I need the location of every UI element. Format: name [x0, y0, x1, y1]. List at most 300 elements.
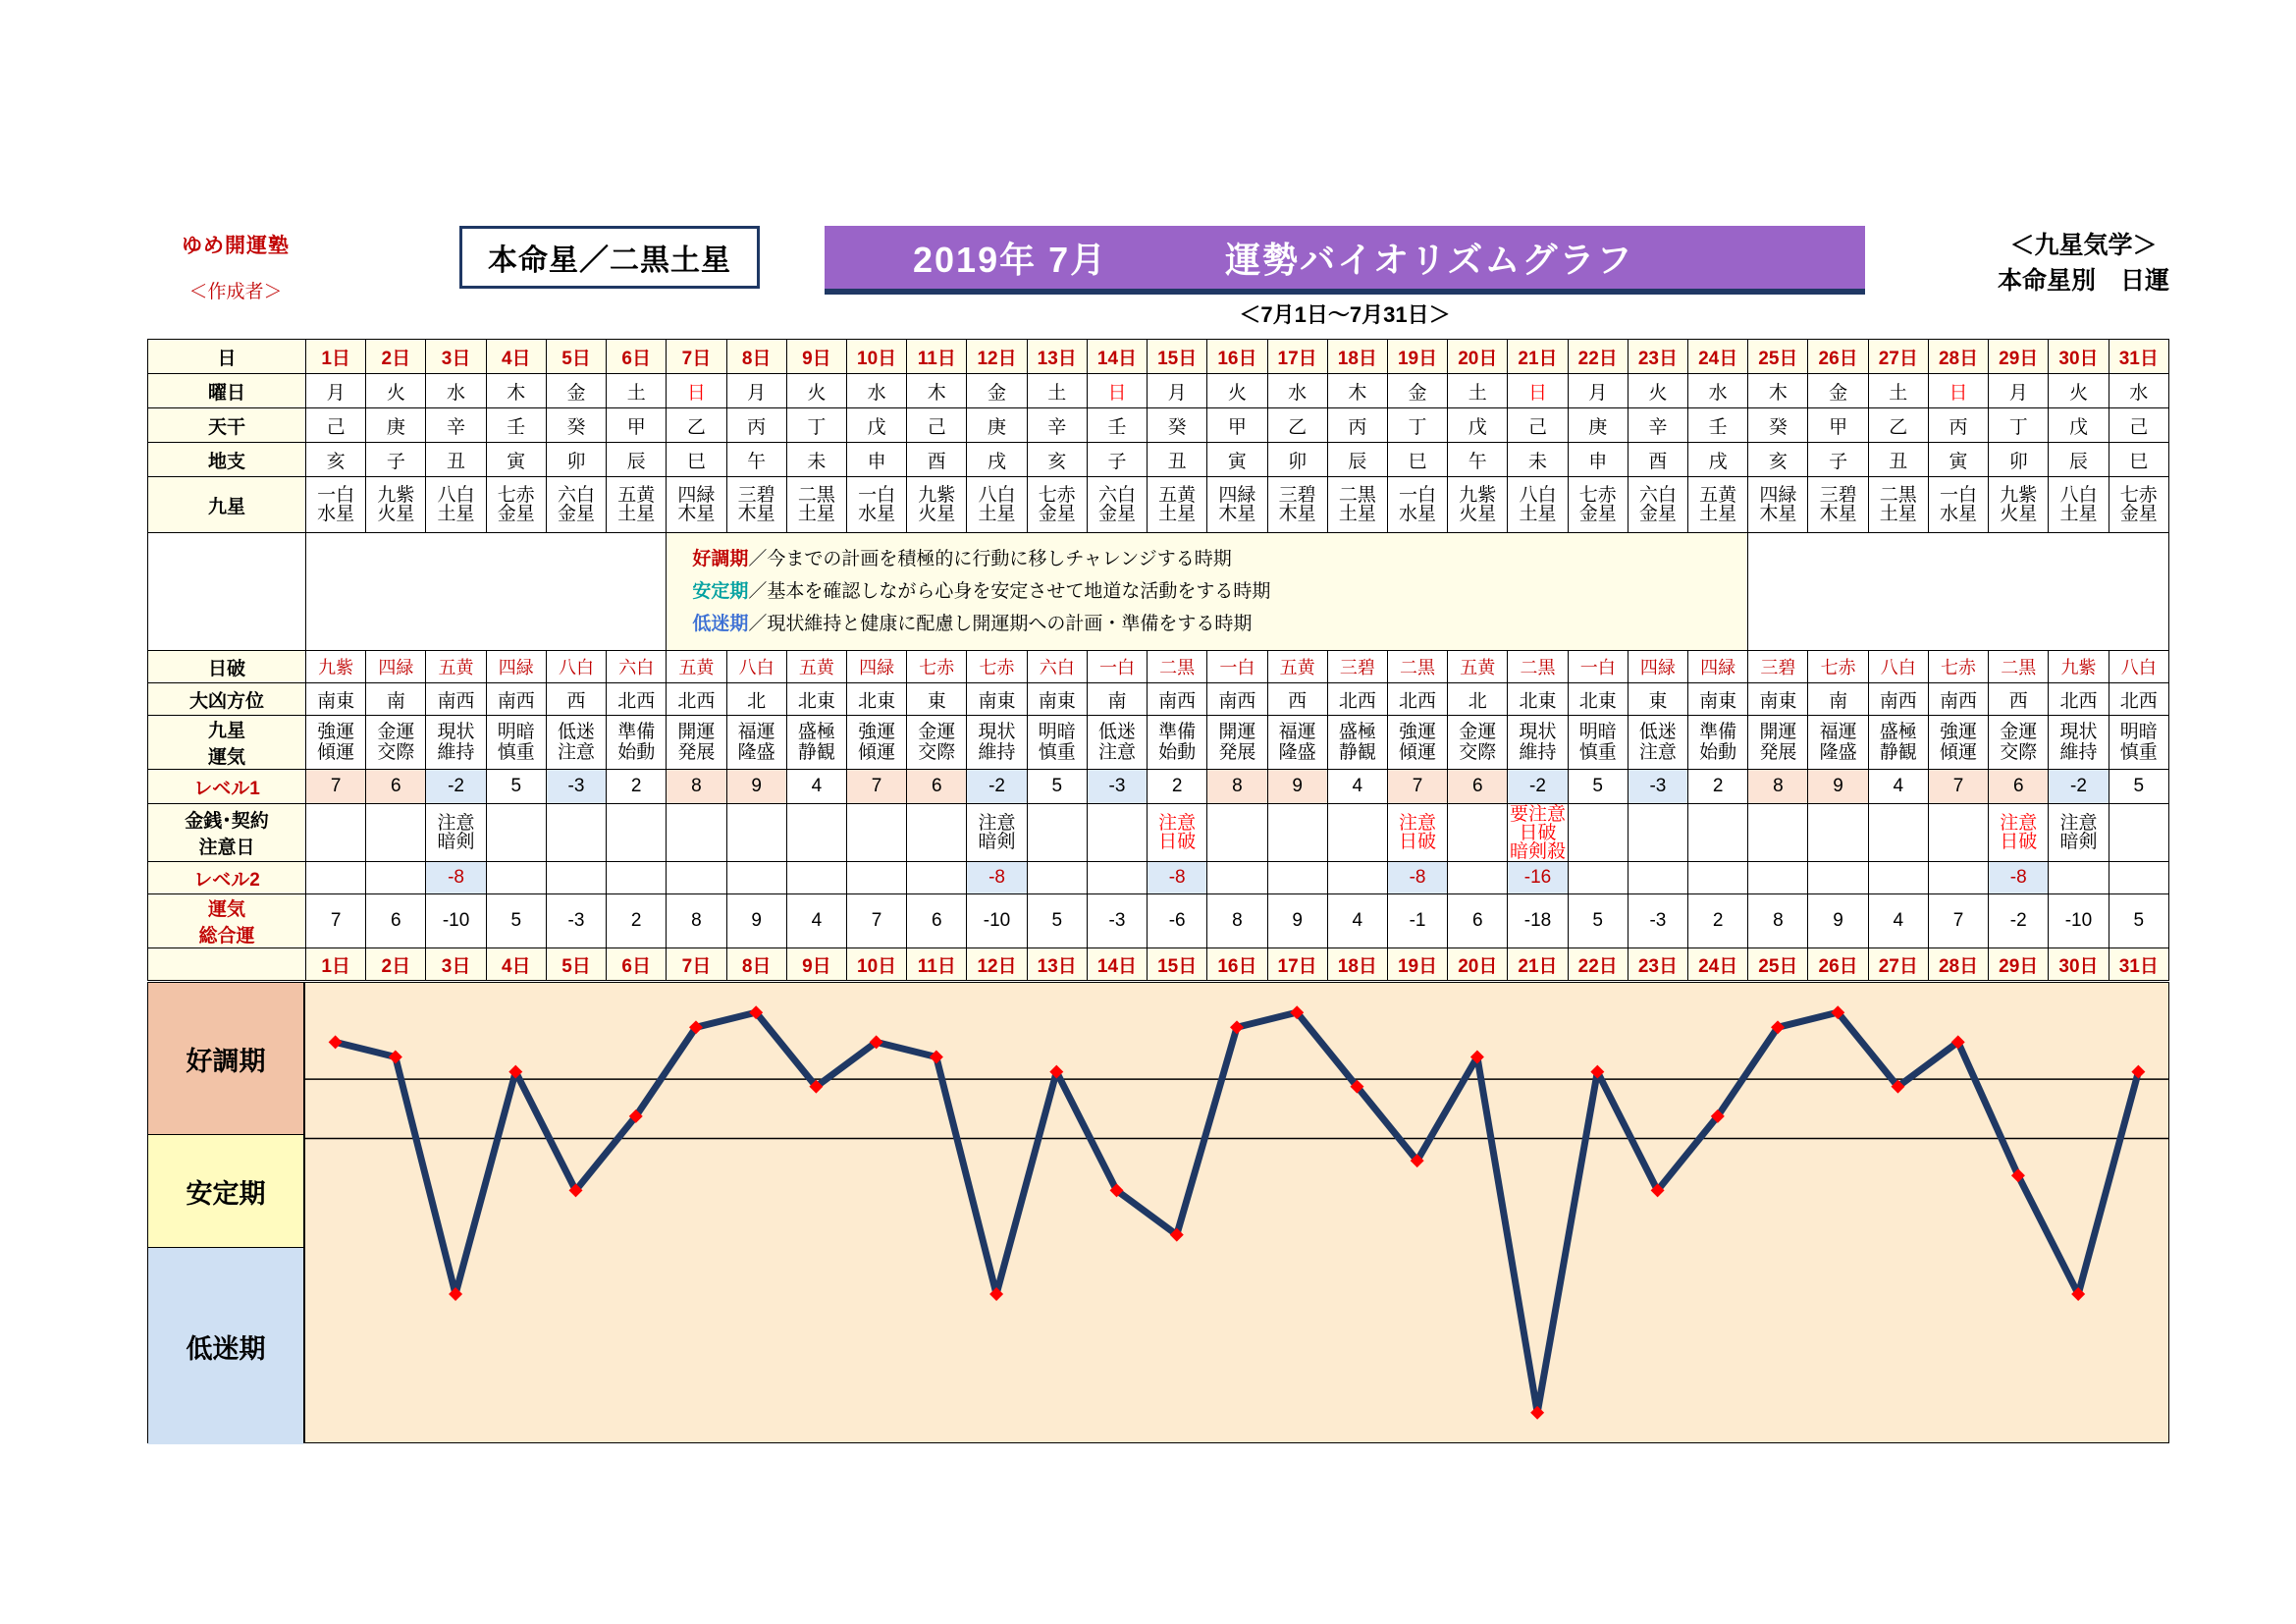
data-point [2131, 1065, 2145, 1079]
money-note-cell [667, 804, 726, 862]
day-header-cell: 27日 [1868, 340, 1928, 374]
total-cell: 8 [1207, 894, 1267, 948]
tenkan-cell: 丁 [786, 408, 846, 443]
day-header-cell: 2日 [366, 340, 426, 374]
kyusei-cell: 四緑 木星 [1748, 477, 1808, 533]
weekday-cell: 火 [786, 374, 846, 408]
row-nippa-label: 日破 [148, 651, 306, 683]
level2-cell [1327, 862, 1387, 894]
daikyo-cell: 南西 [1928, 683, 1988, 716]
nippa-cell: 二黒 [1387, 651, 1447, 683]
nippa-cell: 四緑 [1628, 651, 1687, 683]
date-range: ＜7月1日～7月31日＞ [1239, 302, 1451, 327]
chishi-cell: 辰 [1327, 443, 1387, 477]
level1-cell: 6 [1989, 770, 2049, 804]
money-note-cell [486, 804, 546, 862]
nippa-cell: 七赤 [1928, 651, 1988, 683]
day-footer-cell: 3日 [426, 948, 486, 981]
chishi-cell: 寅 [1207, 443, 1267, 477]
daikyo-cell: 北 [1448, 683, 1508, 716]
chishi-cell: 戌 [1688, 443, 1748, 477]
weekday-cell: 木 [1748, 374, 1808, 408]
day-header-cell: 1日 [306, 340, 366, 374]
chishi-cell: 卯 [1267, 443, 1327, 477]
weekday-cell: 火 [1207, 374, 1267, 408]
weekday-cell: 水 [1267, 374, 1327, 408]
chishi-cell: 亥 [306, 443, 366, 477]
day-footer-cell: 13日 [1027, 948, 1087, 981]
brand-name: ゆめ開運塾 [182, 235, 290, 257]
level2-cell [1568, 862, 1628, 894]
level1-cell: -3 [546, 770, 606, 804]
day-footer-cell: 7日 [667, 948, 726, 981]
total-cell: 7 [306, 894, 366, 948]
weekday-cell: 木 [907, 374, 967, 408]
daikyo-cell: 北西 [2109, 683, 2168, 716]
money-note-cell [1087, 804, 1147, 862]
kyusei-unki-cell: 低迷 注意 [1628, 716, 1687, 770]
nippa-cell: 五黄 [1267, 651, 1327, 683]
weekday-cell: 火 [366, 374, 426, 408]
level1-cell: -2 [967, 770, 1027, 804]
chishi-cell: 丑 [1868, 443, 1928, 477]
tenkan-cell: 己 [2109, 408, 2168, 443]
total-cell: -3 [1628, 894, 1687, 948]
chishi-cell: 亥 [1748, 443, 1808, 477]
total-cell: 6 [907, 894, 967, 948]
money-note-cell [1748, 804, 1808, 862]
weekday-cell: 金 [967, 374, 1027, 408]
row-nippa [148, 651, 2169, 683]
kyusei-unki-cell: 現状 維持 [426, 716, 486, 770]
daikyo-cell: 北東 [846, 683, 906, 716]
kyusei-unki-cell: 福運 隆盛 [726, 716, 786, 770]
day-header-cell: 12日 [967, 340, 1027, 374]
day-header-cell: 30日 [2049, 340, 2109, 374]
money-note-cell [306, 804, 366, 862]
kyusei-cell: 七赤 金星 [1568, 477, 1628, 533]
day-header-cell: 28日 [1928, 340, 1988, 374]
chishi-cell: 午 [1448, 443, 1508, 477]
row-day [148, 340, 2169, 374]
chishi-cell: 酉 [907, 443, 967, 477]
total-cell: 7 [846, 894, 906, 948]
tenkan-cell: 戊 [1448, 408, 1508, 443]
nippa-cell: 二黒 [1148, 651, 1207, 683]
money-note-cell [1928, 804, 1988, 862]
nippa-cell: 四緑 [846, 651, 906, 683]
daikyo-cell: 南 [366, 683, 426, 716]
weekday-cell: 火 [2049, 374, 2109, 408]
money-note-cell [1568, 804, 1628, 862]
day-footer-cell: 4日 [486, 948, 546, 981]
level1-cell: 2 [1148, 770, 1207, 804]
chishi-cell: 巳 [1387, 443, 1447, 477]
category-note-top: ＜九星気学＞ [2009, 232, 2158, 259]
total-cell: -6 [1148, 894, 1207, 948]
kyusei-unki-cell: 金運 交際 [366, 716, 426, 770]
tenkan-cell: 戊 [2049, 408, 2109, 443]
total-cell: 6 [366, 894, 426, 948]
legend-spacer-right [1748, 533, 2169, 651]
level1-cell: -2 [426, 770, 486, 804]
weekday-cell: 土 [1868, 374, 1928, 408]
kyusei-cell: 一白 水星 [1387, 477, 1447, 533]
nippa-cell: 一白 [1568, 651, 1628, 683]
level1-cell: 8 [1748, 770, 1808, 804]
nippa-cell: 二黒 [1508, 651, 1568, 683]
nippa-cell: 八白 [726, 651, 786, 683]
nippa-cell: 四緑 [366, 651, 426, 683]
level1-cell: 2 [1688, 770, 1748, 804]
day-footer-cell: 8日 [726, 948, 786, 981]
title-bar [825, 226, 1865, 295]
day-header-cell: 31日 [2109, 340, 2168, 374]
row-kyusei-unki [148, 716, 2169, 770]
level2-cell: -8 [1148, 862, 1207, 894]
row-level2 [148, 862, 2169, 894]
data-point [1530, 1406, 1544, 1420]
day-header-cell: 22日 [1568, 340, 1628, 374]
daikyo-cell: 北西 [1387, 683, 1447, 716]
chishi-cell: 巳 [2109, 443, 2168, 477]
total-cell: -3 [546, 894, 606, 948]
level1-cell: 9 [1267, 770, 1327, 804]
kyusei-unki-cell: 金運 交際 [907, 716, 967, 770]
money-note-cell [1327, 804, 1387, 862]
chishi-cell: 辰 [2049, 443, 2109, 477]
chishi-cell: 戌 [967, 443, 1027, 477]
daikyo-cell: 北東 [1568, 683, 1628, 716]
honmei-star-box: 本命星／二黒土星 [459, 226, 760, 289]
daikyo-cell: 南西 [1148, 683, 1207, 716]
total-cell: 5 [2109, 894, 2168, 948]
level1-cell: 5 [2109, 770, 2168, 804]
category-note [1998, 228, 2169, 298]
row-legend [148, 533, 2169, 651]
total-cell: 2 [1688, 894, 1748, 948]
row-tenkan-label: 天干 [148, 408, 306, 443]
row-daikyo-label: 大凶方位 [148, 683, 306, 716]
day-footer-cell: 22日 [1568, 948, 1628, 981]
tenkan-cell: 丙 [1327, 408, 1387, 443]
day-footer-cell: 10日 [846, 948, 906, 981]
level2-cell [1087, 862, 1147, 894]
level1-cell: 4 [1868, 770, 1928, 804]
weekday-cell: 水 [1688, 374, 1748, 408]
kyusei-unki-cell: 開運 発展 [1748, 716, 1808, 770]
day-footer-cell: 2日 [366, 948, 426, 981]
money-note-cell [1267, 804, 1327, 862]
chishi-cell: 亥 [1027, 443, 1087, 477]
chishi-cell: 寅 [486, 443, 546, 477]
page-header [147, 226, 2169, 327]
nippa-cell: 四緑 [1688, 651, 1748, 683]
level1-cell: 2 [607, 770, 667, 804]
daikyo-cell: 北西 [1327, 683, 1387, 716]
kyusei-cell: 三碧 木星 [1808, 477, 1868, 533]
total-cell: 9 [1808, 894, 1868, 948]
kyusei-cell: 六白 金星 [546, 477, 606, 533]
kyusei-unki-cell: 盛極 静観 [1868, 716, 1928, 770]
level1-cell: 8 [667, 770, 726, 804]
money-note-cell [2109, 804, 2168, 862]
tenkan-cell: 癸 [546, 408, 606, 443]
legend-spacer-left [306, 533, 667, 651]
day-footer-cell: 26日 [1808, 948, 1868, 981]
level2-cell [1207, 862, 1267, 894]
day-footer-cell: 5日 [546, 948, 606, 981]
day-footer-cell: 29日 [1989, 948, 2049, 981]
weekday-cell: 月 [1148, 374, 1207, 408]
day-header-cell: 19日 [1387, 340, 1447, 374]
kyusei-unki-cell: 強運 傾運 [1928, 716, 1988, 770]
chishi-cell: 子 [366, 443, 426, 477]
biorhythm-chart [147, 982, 2169, 1443]
row-daikyo [148, 683, 2169, 716]
daikyo-cell: 南東 [1688, 683, 1748, 716]
day-header-cell: 14日 [1087, 340, 1147, 374]
level2-cell [486, 862, 546, 894]
day-header-cell: 16日 [1207, 340, 1267, 374]
page-title: 運勢バイオリズムグラフ [1225, 239, 1634, 280]
daikyo-cell: 西 [546, 683, 606, 716]
chishi-cell: 卯 [546, 443, 606, 477]
tenkan-cell: 壬 [1688, 408, 1748, 443]
nippa-cell: 三碧 [1327, 651, 1387, 683]
day-header-cell: 7日 [667, 340, 726, 374]
kyusei-cell: 九紫 火星 [1448, 477, 1508, 533]
total-cell: 9 [726, 894, 786, 948]
level1-cell: 5 [486, 770, 546, 804]
money-note-cell [1207, 804, 1267, 862]
tenkan-cell: 己 [907, 408, 967, 443]
nippa-cell: 九紫 [306, 651, 366, 683]
weekday-cell: 月 [1568, 374, 1628, 408]
level1-cell: 7 [1928, 770, 1988, 804]
kyusei-cell: 三碧 木星 [726, 477, 786, 533]
tenkan-cell: 甲 [607, 408, 667, 443]
kyusei-cell: 八白 土星 [426, 477, 486, 533]
level1-cell: 5 [1568, 770, 1628, 804]
row-level1 [148, 770, 2169, 804]
total-cell: -1 [1387, 894, 1447, 948]
day-header-cell: 5日 [546, 340, 606, 374]
kyusei-unki-cell: 低迷 注意 [546, 716, 606, 770]
level2-cell [907, 862, 967, 894]
money-note-cell [1027, 804, 1087, 862]
weekday-cell: 土 [607, 374, 667, 408]
daikyo-cell: 南 [1087, 683, 1147, 716]
nippa-cell: 九紫 [2049, 651, 2109, 683]
level1-cell: -2 [1508, 770, 1568, 804]
daikyo-cell: 北西 [667, 683, 726, 716]
level1-cell: 6 [366, 770, 426, 804]
level1-cell: 9 [1808, 770, 1868, 804]
year-month: 2019年 7月 [913, 239, 1108, 280]
total-cell: 8 [667, 894, 726, 948]
money-note-cell [366, 804, 426, 862]
kyusei-cell: 九紫 火星 [366, 477, 426, 533]
level2-cell [1688, 862, 1748, 894]
weekday-cell: 土 [1027, 374, 1087, 408]
daikyo-cell: 北東 [786, 683, 846, 716]
daikyo-cell: 南東 [967, 683, 1027, 716]
day-footer-cell: 11日 [907, 948, 967, 981]
kyusei-unki-cell: 強運 傾運 [846, 716, 906, 770]
nippa-cell: 八白 [546, 651, 606, 683]
tenkan-cell: 甲 [1207, 408, 1267, 443]
kyusei-unki-cell: 準備 始動 [1688, 716, 1748, 770]
total-cell: 5 [1027, 894, 1087, 948]
day-header-cell: 15日 [1148, 340, 1207, 374]
level1-cell: 8 [1207, 770, 1267, 804]
nippa-cell: 四緑 [486, 651, 546, 683]
day-footer-cell: 24日 [1688, 948, 1748, 981]
nippa-cell: 七赤 [1808, 651, 1868, 683]
chishi-cell: 子 [1808, 443, 1868, 477]
day-footer-cell: 19日 [1387, 948, 1447, 981]
tenkan-cell: 戊 [846, 408, 906, 443]
kyusei-cell: 二黒 土星 [1868, 477, 1928, 533]
tenkan-cell: 甲 [1808, 408, 1868, 443]
kyusei-cell: 五黄 土星 [1688, 477, 1748, 533]
level2-cell [2109, 862, 2168, 894]
day-header-cell: 18日 [1327, 340, 1387, 374]
level1-cell: 7 [1387, 770, 1447, 804]
money-note-cell: 注意 日破 [1148, 804, 1207, 862]
kyusei-cell: 三碧 木星 [1267, 477, 1327, 533]
money-note-cell [546, 804, 606, 862]
level2-cell: -8 [967, 862, 1027, 894]
level2-cell [1928, 862, 1988, 894]
money-note-cell [846, 804, 906, 862]
tenkan-cell: 丙 [726, 408, 786, 443]
kyusei-cell: 九紫 火星 [1989, 477, 2049, 533]
day-header-cell: 21日 [1508, 340, 1568, 374]
kyusei-cell: 五黄 土星 [607, 477, 667, 533]
level2-cell [366, 862, 426, 894]
day-header-cell: 10日 [846, 340, 906, 374]
kyusei-unki-cell: 盛極 静観 [786, 716, 846, 770]
day-footer-cell: 15日 [1148, 948, 1207, 981]
kyusei-cell: 二黒 土星 [786, 477, 846, 533]
day-footer-cell: 12日 [967, 948, 1027, 981]
tenkan-cell: 己 [1508, 408, 1568, 443]
day-header-cell: 11日 [907, 340, 967, 374]
daikyo-cell: 西 [1267, 683, 1327, 716]
level1-cell: 7 [306, 770, 366, 804]
day-footer-cell: 28日 [1928, 948, 1988, 981]
daikyo-cell: 南西 [1207, 683, 1267, 716]
row-money-notes-label: 金銭･契約 注意日 [148, 804, 306, 862]
data-point [930, 1051, 943, 1064]
tenkan-cell: 癸 [1148, 408, 1207, 443]
level2-cell: -8 [1387, 862, 1447, 894]
level1-cell: -3 [1628, 770, 1687, 804]
level2-cell [607, 862, 667, 894]
weekday-cell: 金 [1808, 374, 1868, 408]
day-footer-cell: 18日 [1327, 948, 1387, 981]
level2-cell [786, 862, 846, 894]
level1-cell: 5 [1027, 770, 1087, 804]
daikyo-cell: 南東 [306, 683, 366, 716]
money-note-cell: 注意 日破 [1387, 804, 1447, 862]
kyusei-cell: 五黄 土星 [1148, 477, 1207, 533]
tenkan-cell: 庚 [366, 408, 426, 443]
weekday-cell: 金 [1387, 374, 1447, 408]
row-chishi-label: 地支 [148, 443, 306, 477]
kyusei-unki-cell: 現状 維持 [967, 716, 1027, 770]
row-day-bottom-label [148, 948, 306, 981]
tenkan-cell: 壬 [486, 408, 546, 443]
level1-cell: 4 [786, 770, 846, 804]
data-point [389, 1051, 402, 1064]
weekday-cell: 火 [1628, 374, 1687, 408]
money-note-cell [726, 804, 786, 862]
chishi-cell: 丑 [426, 443, 486, 477]
level1-cell: 6 [1448, 770, 1508, 804]
category-note-bottom: 本命星別 日運 [1997, 267, 2169, 295]
money-note-cell [1868, 804, 1928, 862]
day-header-cell: 24日 [1688, 340, 1748, 374]
kyusei-cell: 一白 水星 [846, 477, 906, 533]
kyusei-unki-cell: 明暗 慎重 [1027, 716, 1087, 770]
row-total-label: 運気 総合運 [148, 894, 306, 948]
level2-cell [846, 862, 906, 894]
tenkan-cell: 己 [306, 408, 366, 443]
kyusei-unki-cell: 明暗 慎重 [2109, 716, 2168, 770]
total-cell: 6 [1448, 894, 1508, 948]
kyusei-cell: 九紫 火星 [907, 477, 967, 533]
day-footer-cell: 16日 [1207, 948, 1267, 981]
nippa-cell: 一白 [1207, 651, 1267, 683]
kyusei-unki-cell: 福運 隆盛 [1808, 716, 1868, 770]
level2-cell [2049, 862, 2109, 894]
weekday-cell: 土 [1448, 374, 1508, 408]
day-header-cell: 6日 [607, 340, 667, 374]
row-total [148, 894, 2169, 948]
kyusei-unki-cell: 現状 維持 [1508, 716, 1568, 770]
total-cell: -10 [967, 894, 1027, 948]
chishi-cell: 卯 [1989, 443, 2049, 477]
daikyo-cell: 北 [726, 683, 786, 716]
weekday-cell: 金 [546, 374, 606, 408]
chishi-cell: 未 [1508, 443, 1568, 477]
total-cell: 4 [1868, 894, 1928, 948]
level1-cell: -2 [2049, 770, 2109, 804]
weekday-cell: 水 [426, 374, 486, 408]
total-cell: 9 [1267, 894, 1327, 948]
day-footer-cell: 30日 [2049, 948, 2109, 981]
band-label-kocho: 好調期 [148, 983, 303, 1135]
nippa-cell: 五黄 [1448, 651, 1508, 683]
kyusei-unki-cell: 金運 交際 [1989, 716, 2049, 770]
level2-cell [726, 862, 786, 894]
day-header-cell: 8日 [726, 340, 786, 374]
nippa-cell: 五黄 [786, 651, 846, 683]
chishi-cell: 酉 [1628, 443, 1687, 477]
total-cell: 4 [786, 894, 846, 948]
chishi-cell: 寅 [1928, 443, 1988, 477]
daikyo-cell: 南東 [1027, 683, 1087, 716]
kyusei-unki-cell: 福運 隆盛 [1267, 716, 1327, 770]
nippa-cell: 七赤 [907, 651, 967, 683]
money-note-cell [1688, 804, 1748, 862]
kyusei-cell: 六白 金星 [1087, 477, 1147, 533]
weekday-cell: 日 [1087, 374, 1147, 408]
kyusei-unki-cell: 開運 発展 [1207, 716, 1267, 770]
